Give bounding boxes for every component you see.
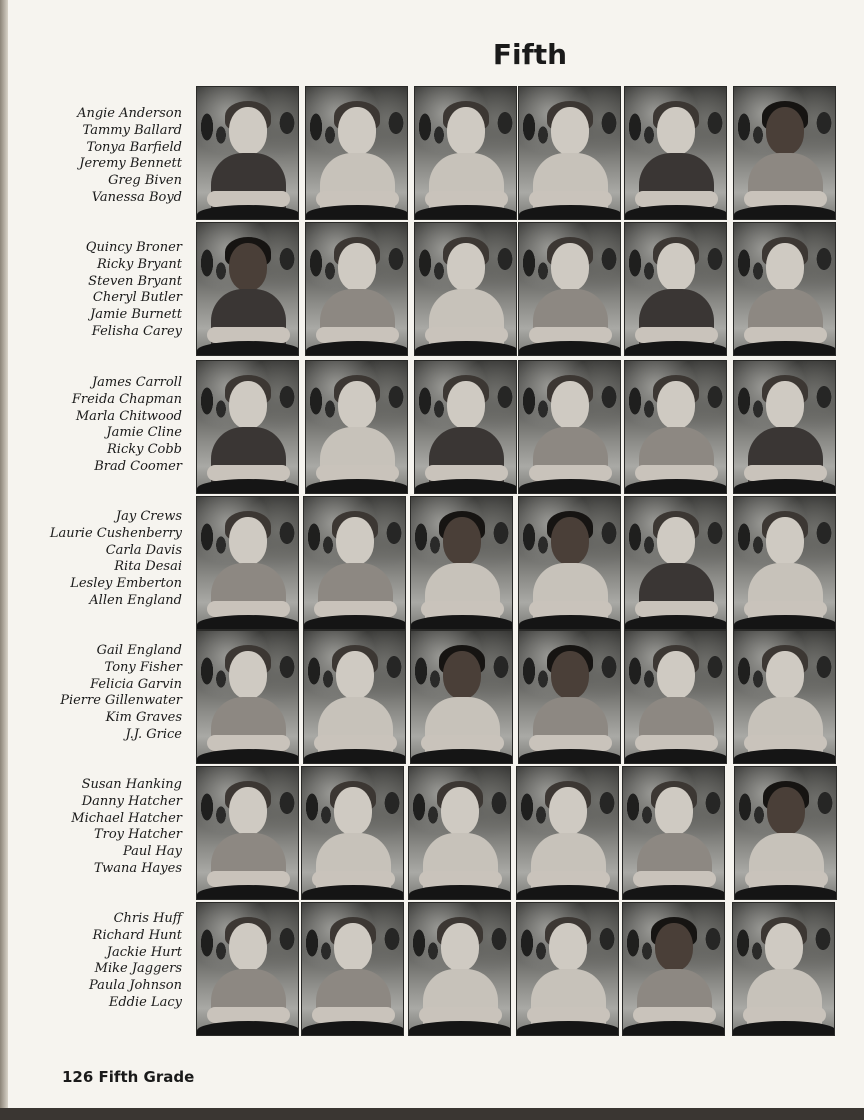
name-list-row-3: [30, 375, 182, 476]
student-portrait: [196, 86, 299, 220]
student-portrait: [196, 902, 299, 1036]
student-name: Paula Johnson: [89, 978, 182, 994]
student-name: Susan Hanking: [81, 777, 182, 792]
student-portrait: [301, 766, 404, 900]
student-name: Angie Anderson: [77, 106, 182, 121]
student-name: Cheryl Butler: [92, 290, 182, 306]
student-name: Greg Biven: [108, 173, 182, 189]
student-name: Michael Hatcher: [71, 810, 182, 826]
student-portrait: [196, 766, 299, 900]
student-name: Troy Hatcher: [93, 827, 182, 843]
student-portrait: [622, 902, 725, 1036]
student-name: Richard Hunt: [92, 927, 182, 943]
student-portrait: [303, 630, 406, 764]
student-portrait: [518, 86, 621, 220]
student-name: Felicia Garvin: [90, 676, 182, 692]
student-name: Marla Chitwood: [75, 408, 182, 424]
student-portrait: [624, 222, 727, 356]
page-spine-shadow: [0, 0, 8, 1120]
student-name: Vanessa Boyd: [91, 189, 182, 205]
student-name: Tammy Ballard: [82, 122, 182, 138]
student-name: J.J. Grice: [125, 726, 182, 742]
name-list-row-6: [30, 777, 182, 878]
student-portrait: [518, 222, 621, 356]
student-portrait: [301, 902, 404, 1036]
student-name: Jamie Cline: [106, 425, 182, 441]
student-portrait: [624, 86, 727, 220]
student-portrait: [196, 496, 299, 630]
student-portrait: [733, 86, 836, 220]
student-name: Jeremy Bennett: [79, 156, 182, 172]
student-name: Steven Bryant: [88, 273, 182, 289]
name-list-row-5: [30, 643, 182, 744]
student-portrait: [518, 630, 621, 764]
page-title: Fifth: [492, 38, 568, 71]
student-portrait: [305, 86, 408, 220]
student-portrait: [733, 222, 836, 356]
student-name: Lesley Emberton: [70, 576, 182, 592]
page-bottom-edge: [0, 1108, 864, 1120]
student-name: Jay Crews: [115, 509, 182, 524]
name-list-row-2: [30, 240, 182, 341]
student-name: Pierre Gillenwater: [60, 693, 182, 709]
student-portrait: [518, 496, 621, 630]
student-portrait: [196, 630, 299, 764]
student-name: Jackie Hurt: [106, 944, 182, 960]
student-name: Quincy Broner: [85, 240, 182, 255]
student-portrait: [733, 496, 836, 630]
student-name: Eddie Lacy: [108, 994, 182, 1010]
student-portrait: [408, 902, 511, 1036]
student-portrait: [516, 902, 619, 1036]
student-name: Paul Hay: [122, 844, 182, 860]
student-portrait: [305, 222, 408, 356]
student-name: Ricky Cobb: [107, 442, 182, 458]
student-portrait: [196, 222, 299, 356]
student-name: Rita Desai: [114, 559, 182, 575]
student-name: Freida Chapman: [71, 391, 182, 407]
student-portrait: [732, 902, 835, 1036]
student-portrait: [622, 766, 725, 900]
student-portrait: [733, 630, 836, 764]
student-name: Ricky Bryant: [96, 256, 182, 272]
student-portrait: [518, 360, 621, 494]
student-portrait: [734, 766, 837, 900]
student-portrait: [196, 360, 299, 494]
student-portrait: [408, 766, 511, 900]
student-name: Laurie Cushenberry: [49, 525, 182, 541]
student-portrait: [516, 766, 619, 900]
student-portrait: [624, 360, 727, 494]
name-list-row-1: [30, 106, 182, 207]
student-name: Chris Huff: [113, 911, 182, 926]
student-portrait: [303, 496, 406, 630]
student-name: James Carroll: [91, 375, 182, 390]
student-name: Allen England: [89, 592, 182, 608]
student-name: Brad Coomer: [94, 458, 182, 474]
student-name: Gail England: [96, 643, 182, 658]
student-name: Tony Fisher: [104, 659, 182, 675]
student-portrait: [305, 360, 408, 494]
student-name: Mike Jaggers: [94, 961, 182, 977]
student-name: Felisha Carey: [91, 323, 182, 339]
student-portrait: [733, 360, 836, 494]
student-name: Kim Graves: [105, 710, 182, 726]
student-name: Danny Hatcher: [81, 793, 182, 809]
student-portrait: [414, 222, 517, 356]
student-portrait: [414, 86, 517, 220]
student-name: Tonya Barfield: [86, 139, 182, 155]
student-portrait: [414, 360, 517, 494]
student-portrait: [624, 630, 727, 764]
student-portrait: [624, 496, 727, 630]
student-portrait: [410, 496, 513, 630]
name-list-row-4: [30, 509, 182, 610]
name-list-row-7: [30, 911, 182, 1012]
student-name: Carla Davis: [105, 542, 182, 558]
student-portrait: [410, 630, 513, 764]
student-name: Twana Hayes: [93, 860, 182, 876]
page-footer: 126 Fifth Grade: [62, 1068, 195, 1086]
student-name: Jamie Burnett: [90, 307, 182, 323]
